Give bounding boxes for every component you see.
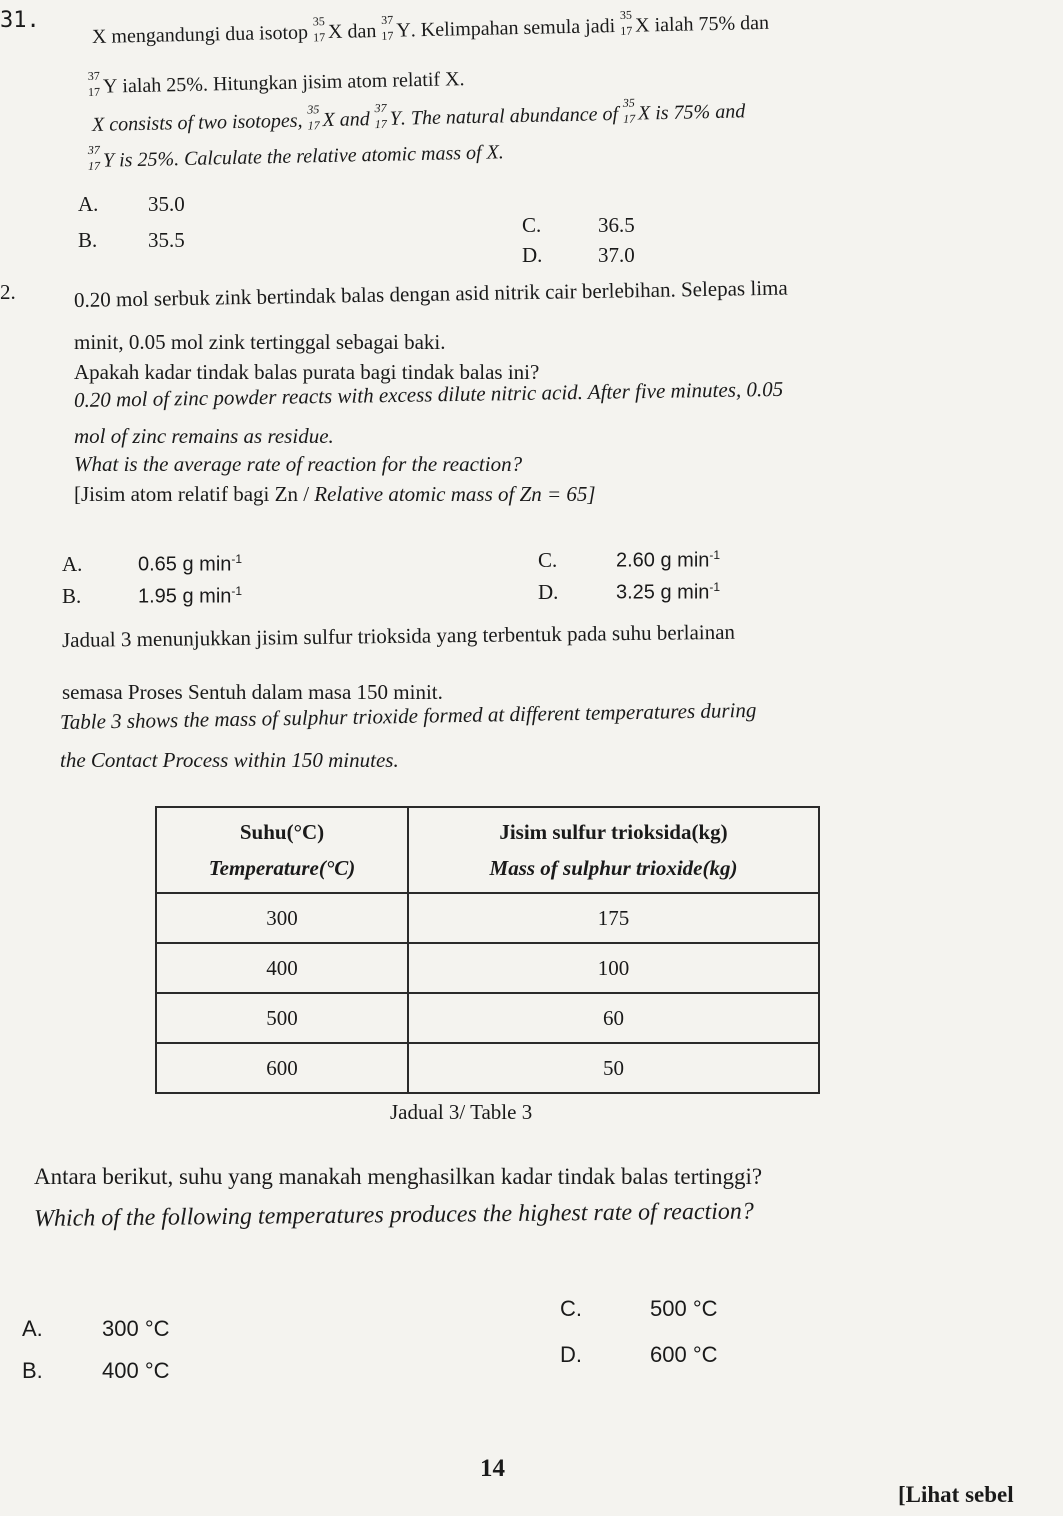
- q33-question-malay: Antara berikut, suhu yang manakah menghasilkan kadar tindak balas tertinggi?: [34, 1164, 763, 1189]
- q32-malay-line-1: 0.20 mol serbuk zink bertindak balas dengan asid nitrik cair berlebihan. Selepas lima: [73, 275, 788, 312]
- q31-malay-1c: . Kelimpahan semula jadi: [410, 15, 616, 42]
- cell-mass: 50: [408, 1043, 819, 1093]
- q31-option-a[interactable]: A. 35.0: [78, 192, 185, 216]
- q31-english-1c: . The natural abundance of: [400, 102, 619, 130]
- table-header-row: [156, 807, 819, 893]
- q31-malay-1b: dan: [347, 20, 377, 43]
- q31-malay-line-1: [91, 7, 770, 49]
- isotope-x-35: 35 17 X: [312, 14, 343, 45]
- isotope-y-37: 37 17 Y: [380, 12, 412, 43]
- question-number-32: 2.: [0, 280, 16, 304]
- q31-english-1d: is 75% and: [654, 100, 746, 125]
- q32-english-line-3: What is the average rate of reaction for the reaction?: [74, 452, 523, 476]
- table-row: [156, 1043, 819, 1093]
- cell-temperature: 400: [156, 943, 408, 993]
- table-row: [156, 893, 819, 943]
- q31-english-line-1: [91, 95, 746, 137]
- isotope-y-37-c: 37 17 Y: [374, 100, 402, 132]
- isotope-x-35-b: 35 17 X: [619, 7, 650, 38]
- question-number-31: 31.: [0, 8, 40, 33]
- table-row: [156, 943, 819, 993]
- q31-malay-1d: ialah 75% dan: [654, 11, 770, 37]
- q32-option-b[interactable]: B. 1.95 g $\min^{-1}$: [62, 584, 243, 608]
- table-3: [155, 806, 820, 1094]
- q31-english-1b: and: [339, 108, 370, 131]
- q33-question-english: Which of the following temperatures produces the highest rate of reaction?: [33, 1198, 754, 1232]
- q32-malay-line-3: Apakah kadar tindak balas purata bagi tindak balas ini?: [74, 360, 540, 384]
- cell-mass: 100: [408, 943, 819, 993]
- q31-option-d[interactable]: D. 37.0: [522, 243, 635, 267]
- q32-option-a[interactable]: A. 0.65 g $\min^{-1}$: [62, 552, 243, 576]
- q31-english-1a: X consists of two isotopes,: [91, 109, 303, 136]
- continue-note: [Lihat sebel: [898, 1482, 1014, 1507]
- cell-temperature: 500: [156, 993, 408, 1043]
- q33-option-a[interactable]: A. 300 °C: [22, 1316, 170, 1341]
- cell-temperature: 300: [156, 893, 408, 943]
- q31-english-2: is 25%. Calculate the relative atomic mass of X.: [118, 141, 505, 172]
- q31-malay-1a: X mengandungi dua isotop: [91, 21, 309, 48]
- q33-english-line-1: Table 3 shows the mass of sulphur trioxide formed at different temperatures during: [59, 697, 757, 734]
- q31-english-line-2: [88, 141, 504, 173]
- table-caption: Jadual 3/ Table 3: [390, 1100, 533, 1124]
- q33-option-d[interactable]: D. 600 °C: [560, 1342, 718, 1367]
- q32-english-line-1: 0.20 mol of zinc powder reacts with excess dilute nitric acid. After five minutes, 0.05: [73, 376, 784, 412]
- q31-option-c[interactable]: C. 36.5: [522, 213, 635, 237]
- q33-option-c[interactable]: C. 500 °C: [560, 1296, 718, 1321]
- q32-relative-atomic-mass: [Jisim atom relatif bagi Zn / Relative atomic mass of Zn = 65]: [74, 482, 596, 506]
- header-temperature: Suhu(°C) Temperature(°C): [156, 807, 408, 893]
- cell-mass: 175: [408, 893, 819, 943]
- q32-malay-line-2: minit, 0.05 mol zink tertinggal sebagai baki.: [74, 330, 446, 354]
- q32-option-c[interactable]: C. 2.60 g $\min^{-1}$: [538, 548, 721, 572]
- table-row: [156, 993, 819, 1043]
- cell-temperature: 600: [156, 1043, 408, 1093]
- isotope-y-37-d: 37 17 Y: [87, 142, 115, 173]
- page-number: 14: [480, 1455, 505, 1482]
- header-mass: Jisim sulfur trioksida(kg) Mass of sulphur trioxide(kg): [408, 807, 819, 893]
- q33-malay-line-1: Jadual 3 menunjukkan jisim sulfur trioksida yang terbentuk pada suhu berlainan: [61, 619, 736, 652]
- q31-malay-line-2: [88, 68, 465, 99]
- cell-mass: 60: [408, 993, 819, 1043]
- q32-english-line-2: mol of zinc remains as residue.: [74, 424, 334, 448]
- q33-malay-line-2: semasa Proses Sentuh dalam masa 150 minit.: [62, 680, 443, 704]
- isotope-x-35-d: 35 17 X: [622, 95, 651, 126]
- q33-english-line-2: the Contact Process within 150 minutes.: [60, 748, 399, 772]
- q31-option-b[interactable]: B. 35.5: [78, 228, 185, 252]
- isotope-y-37-b: 37 17 Y: [87, 68, 118, 99]
- isotope-x-35-c: 35 17 X: [307, 102, 335, 133]
- q32-option-d[interactable]: D. 3.25 g $\min^{-1}$: [538, 580, 721, 604]
- q33-option-b[interactable]: B. 400 °C: [22, 1358, 170, 1383]
- q31-malay-2: ialah 25%. Hitungkan jisim atom relatif X.: [122, 68, 465, 98]
